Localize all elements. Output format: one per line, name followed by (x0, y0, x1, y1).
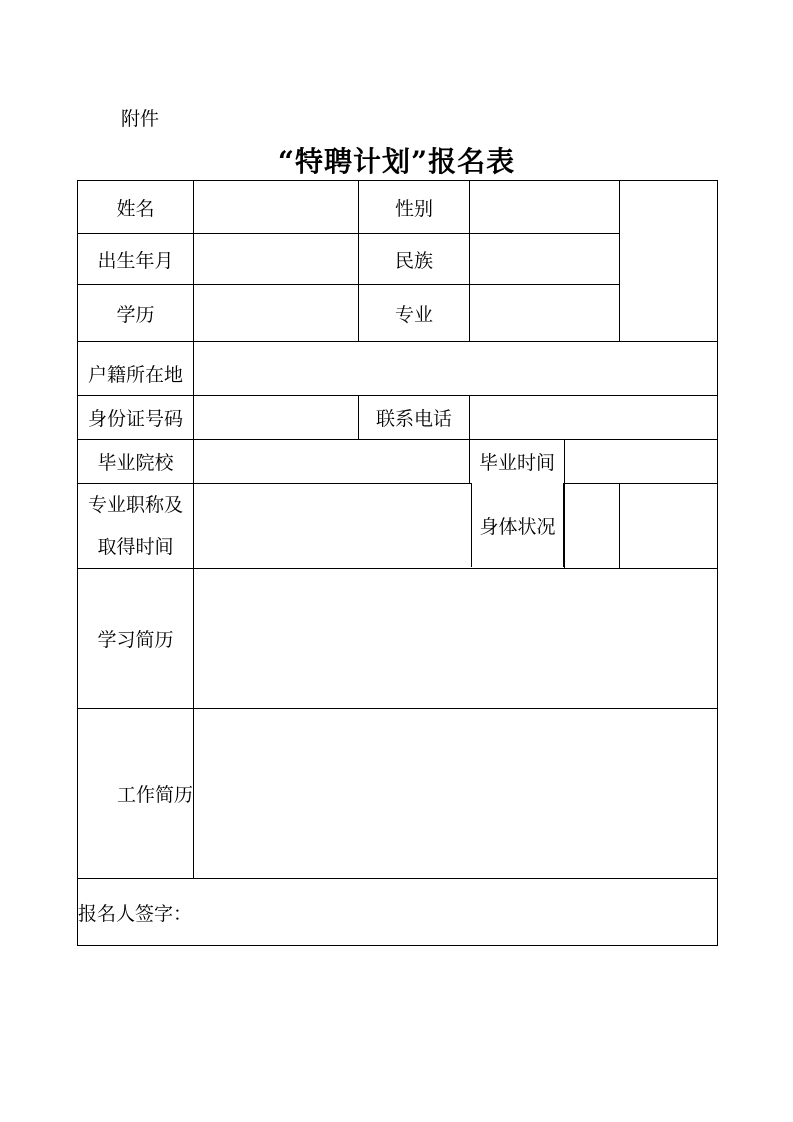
table-row (78, 879, 718, 946)
ethnicity-field[interactable] (470, 234, 620, 285)
phone-field[interactable] (470, 396, 718, 440)
grad-time-field[interactable] (565, 440, 718, 484)
signature-field[interactable] (78, 879, 718, 946)
birth-field[interactable] (194, 234, 359, 285)
table-row (78, 181, 718, 234)
health-label-cell (565, 484, 620, 569)
gender-field[interactable] (470, 181, 620, 234)
gender-label: 性别 (359, 181, 470, 234)
table-row (78, 709, 718, 879)
name-label: 姓名 (78, 181, 194, 234)
ethnicity-label: 民族 (359, 234, 470, 285)
signature-label: 报名人签字： (78, 902, 193, 925)
title-label-line1: 专业职称及 (87, 494, 183, 516)
household-field[interactable] (194, 342, 718, 396)
table-row (78, 484, 718, 569)
work-history-field[interactable] (194, 709, 718, 879)
study-history-field[interactable] (194, 569, 718, 709)
title-label (78, 484, 194, 569)
birth-label: 出生年月 (78, 234, 194, 285)
school-field[interactable] (194, 440, 470, 484)
grad-time-label: 毕业时间 (470, 440, 565, 484)
study-history-label: 学习简历 (78, 569, 194, 709)
phone-label: 联系电话 (359, 396, 470, 440)
attachment-label: 附件 (121, 108, 160, 130)
work-history-label: 工作简历 (78, 709, 194, 879)
table-row (78, 569, 718, 709)
household-label: 户籍所在地 (78, 342, 194, 396)
table-row (78, 342, 718, 396)
major-field[interactable] (470, 285, 620, 342)
table-row (78, 440, 718, 484)
form-title: “特聘计划”报名表 (277, 145, 516, 178)
education-label: 学历 (78, 285, 194, 342)
title-label-line2: 取得时间 (97, 536, 174, 558)
table-row (78, 396, 718, 440)
health-label: 身体状况 (471, 483, 564, 567)
registration-form-table (77, 180, 718, 946)
id-number-field[interactable] (194, 396, 359, 440)
id-number-label: 身份证号码 (78, 396, 194, 440)
school-label: 毕业院校 (78, 440, 194, 484)
health-field[interactable] (620, 484, 718, 569)
name-field[interactable] (194, 181, 359, 234)
major-label: 专业 (359, 285, 470, 342)
photo-box[interactable] (620, 181, 718, 342)
education-field[interactable] (194, 285, 359, 342)
